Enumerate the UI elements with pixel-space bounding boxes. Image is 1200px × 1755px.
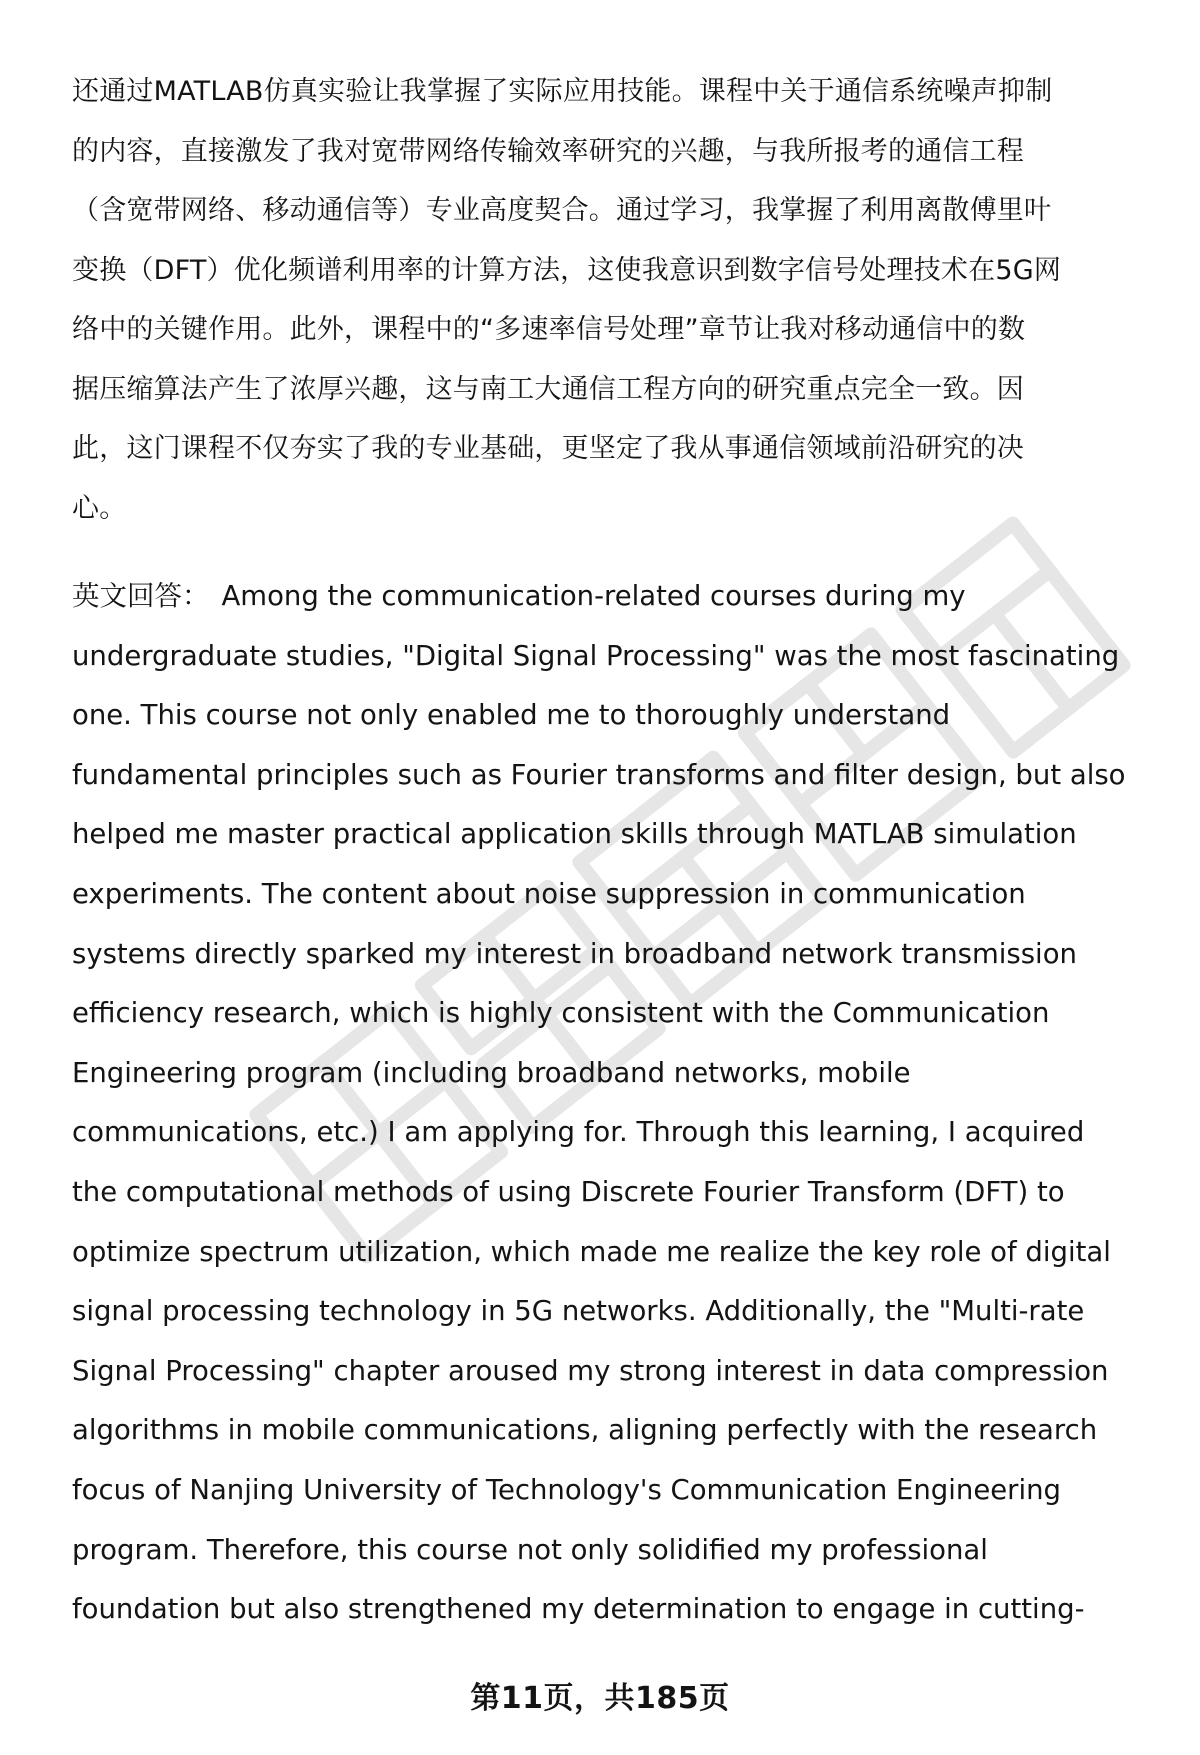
en-line: algorithms in mobile communications, aligning perfectly with the research — [72, 1414, 1098, 1447]
en-line: one. This course not only enabled me to thoroughly understand — [72, 699, 951, 732]
zh-line: 心。 — [72, 492, 127, 524]
zh-line: 此，这门课程不仅夯实了我的专业基础，更坚定了我从事通信领域前沿研究的决 — [72, 433, 1024, 464]
en-line: efficiency research, which is highly consistent with the Communication — [72, 997, 1050, 1030]
zh-line: 还通过MATLAB仿真实验让我掌握了实际应用技能。课程中关于通信系统噪声抑制 — [72, 76, 1053, 107]
en-line: communications, etc.) I am applying for. Through this learning, I acquired — [72, 1116, 1085, 1149]
en-line: experiments. The content about noise suppression in communication — [72, 877, 1026, 910]
en-line: Engineering program (including broadband networks, mobile — [72, 1056, 911, 1089]
page-number-footer: 第11页，共185页 — [470, 1681, 730, 1716]
en-line: helped me master practical application skills through MATLAB simulation — [72, 818, 1077, 851]
en-line-text: Among the communication-related courses during my — [221, 580, 966, 612]
english-answer-label: 英文回答： — [72, 580, 210, 612]
en-line: systems directly sparked my interest in broadband network transmission — [72, 937, 1077, 970]
zh-line: 的内容，直接激发了我对宽带网络传输效率研究的兴趣，与我所报考的通信工程 — [72, 135, 1024, 167]
en-line: signal processing technology in 5G networks. Additionally, the "Multi-rate — [72, 1295, 1085, 1328]
en-line: Signal Processing" chapter aroused my strong interest in data compression — [72, 1354, 1109, 1387]
en-line: optimize spectrum utilization, which made me realize the key role of digital — [72, 1235, 1111, 1268]
zh-line: 络中的关键作用。此外，课程中的“多速率信号处理”章节让我对移动通信中的数 — [72, 314, 1026, 345]
zh-line: 据压缩算法产生了浓厚兴趣，这与南工大通信工程方向的研究重点完全一致。因 — [72, 373, 1024, 405]
en-line: the computational methods of using Discrete Fourier Transform (DFT) to — [72, 1175, 1065, 1208]
zh-line: 变换（DFT）优化频谱利用率的计算方法，这使我意识到数字信号处理技术在5G网 — [72, 254, 1062, 286]
english-answer-paragraph — [72, 567, 1162, 1640]
en-line: foundation but also strengthened my determination to engage in cutting- — [72, 1593, 1085, 1626]
en-line: focus of Nanjing University of Technology's Communication Engineering — [72, 1473, 1062, 1506]
en-line: undergraduate studies, "Digital Signal Processing" was the most fascinating — [72, 639, 1120, 672]
en-line: program. Therefore, this course not only solidified my professional — [72, 1533, 988, 1566]
en-line-first — [72, 567, 1162, 627]
chinese-answer-paragraph — [72, 62, 1152, 538]
en-line: fundamental principles such as Fourier transforms and filter design, but also — [72, 758, 1126, 791]
zh-line: （含宽带网络、移动通信等）专业高度契合。通过学习，我掌握了利用离散傅里叶 — [72, 195, 1052, 226]
